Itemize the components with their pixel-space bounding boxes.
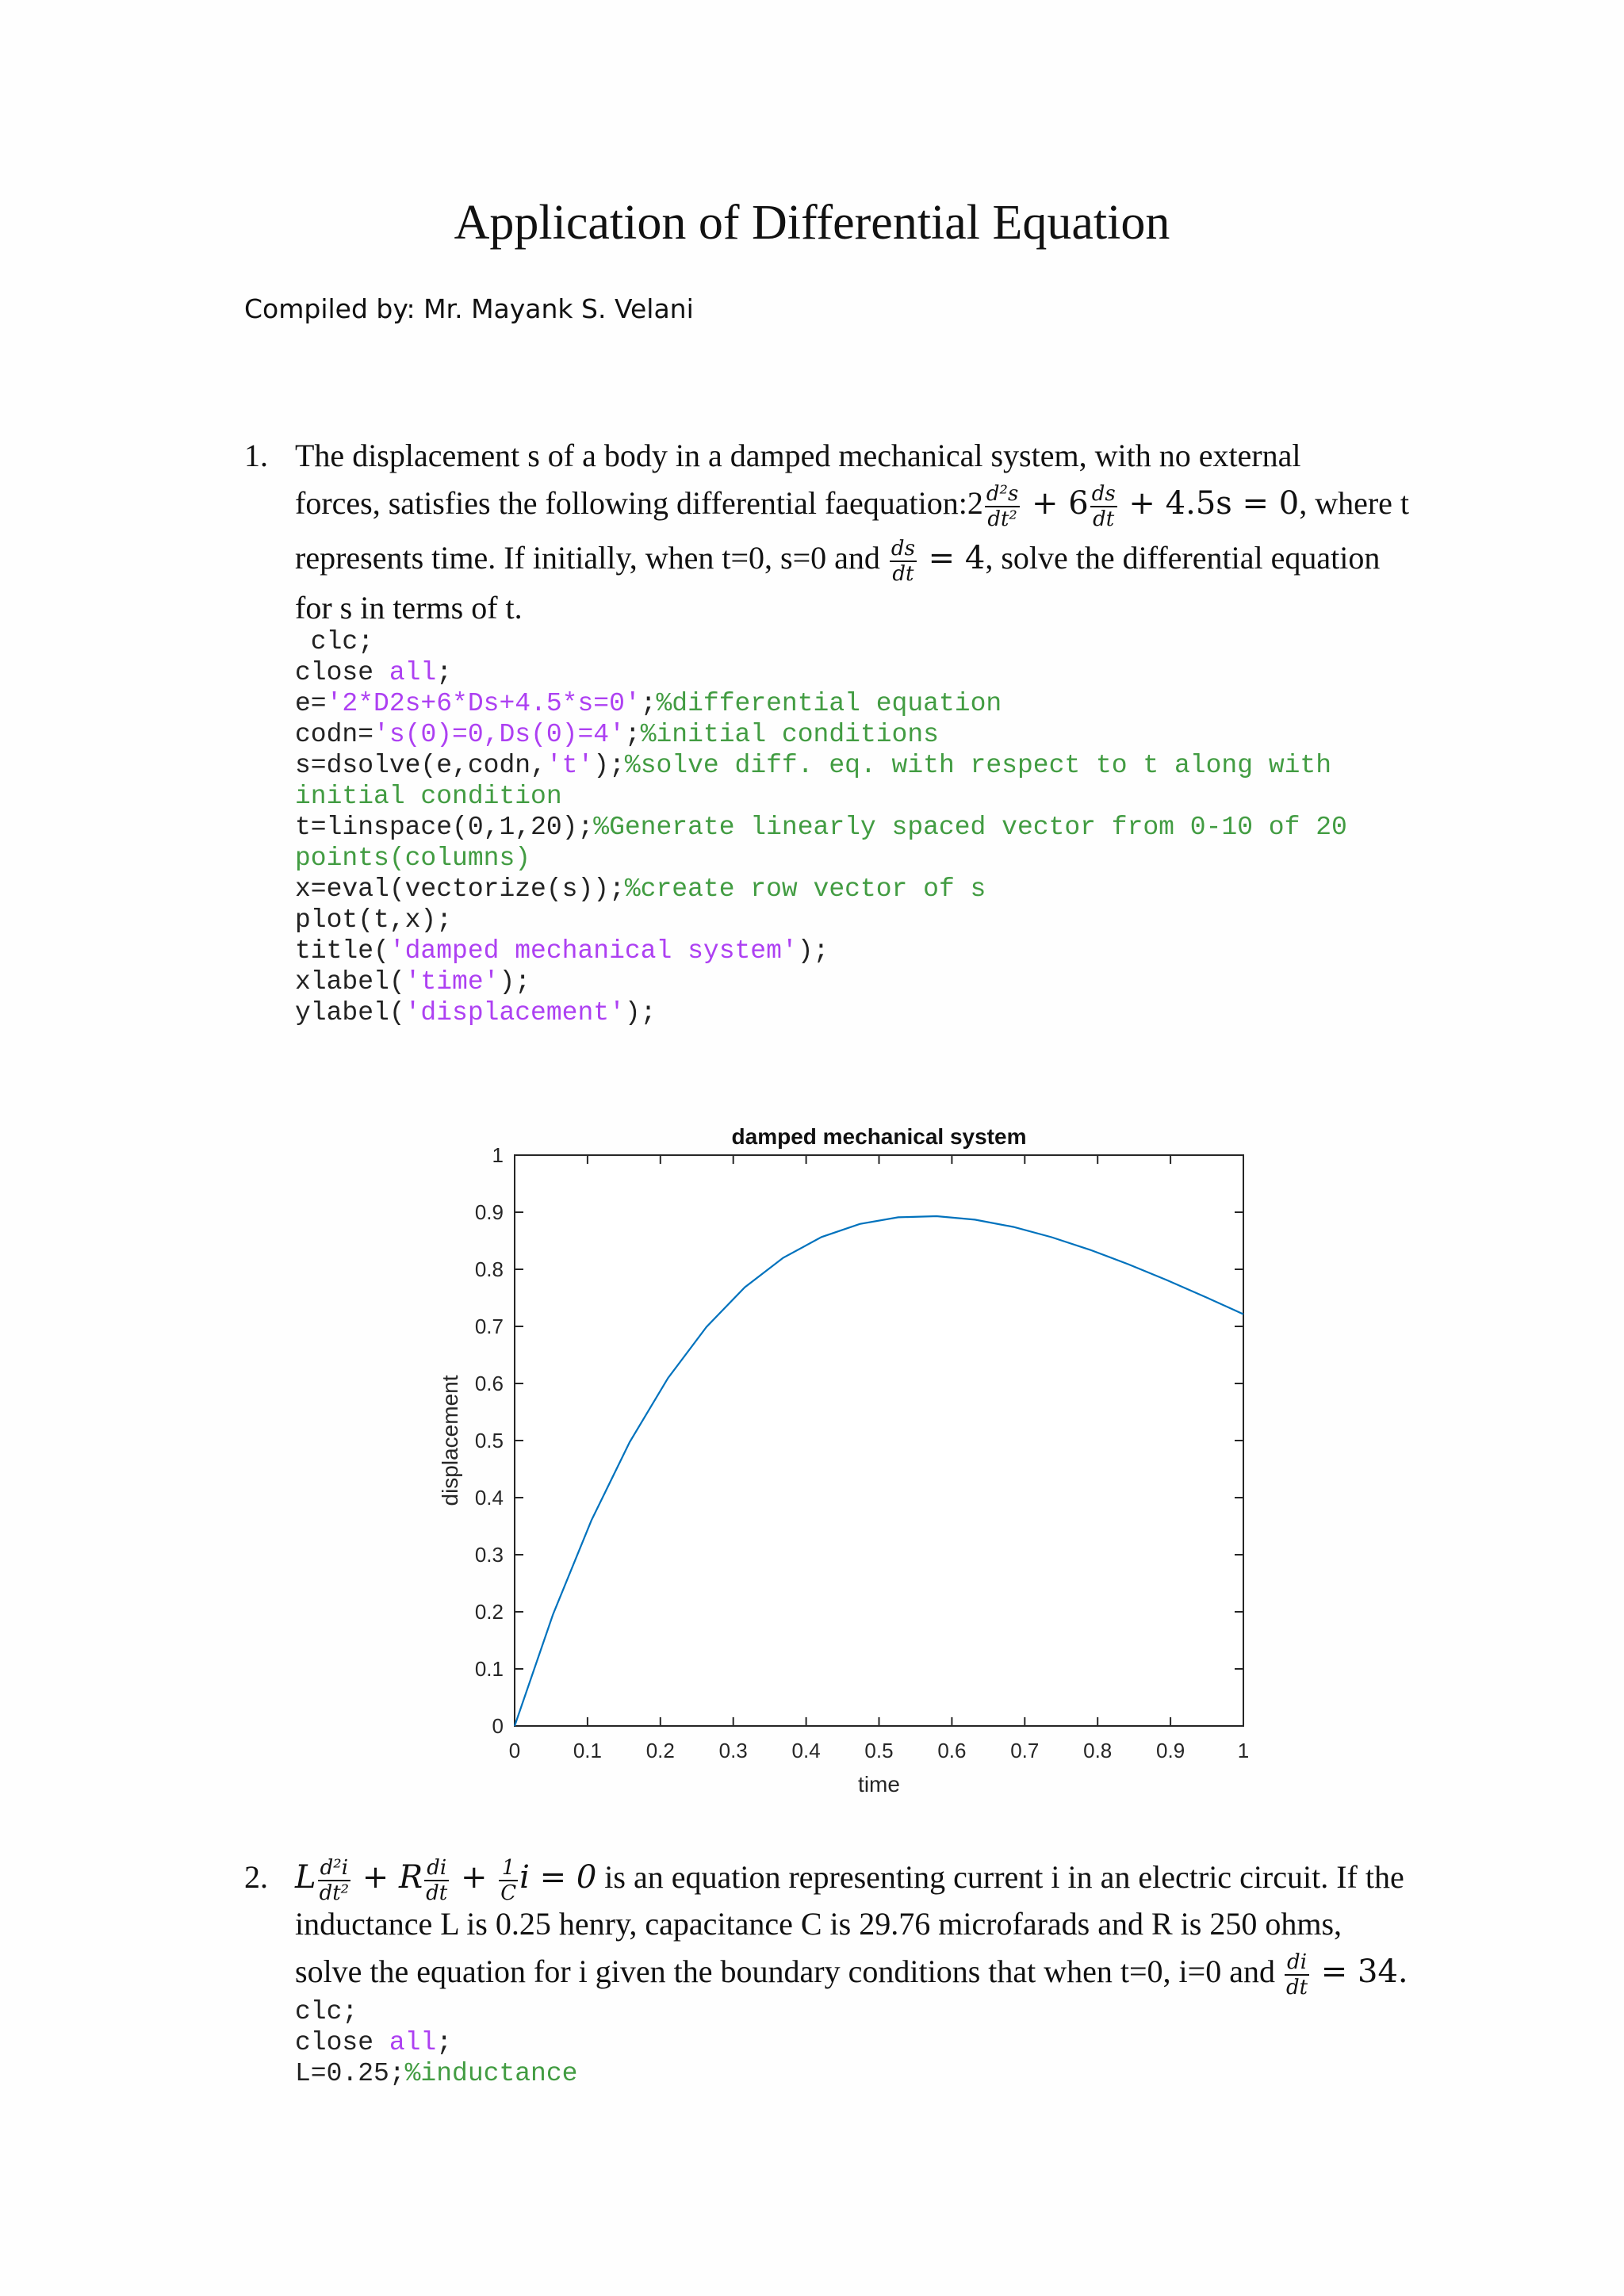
code-token: t=linspace(0,1,20); <box>295 813 594 842</box>
plot-area <box>515 1155 1243 1726</box>
x-tick-label: 0.4 <box>791 1739 821 1762</box>
question-2-number: 2. <box>244 1859 268 1895</box>
y-tick-label: 0.4 <box>474 1486 504 1510</box>
y-tick-label: 0.8 <box>474 1257 504 1281</box>
x-tick-label: 0.5 <box>864 1739 894 1762</box>
q1-where: , where t <box>1299 485 1410 521</box>
q1-line-3-text: represents time. If initially, when t=0, s=0 and <box>295 540 888 576</box>
code-comment: %differential equation <box>656 689 1002 718</box>
fraction-numerator: di <box>424 1856 449 1881</box>
code-token: close <box>295 658 389 687</box>
code-string: 't' <box>546 751 594 780</box>
fraction-numerator: di <box>1285 1950 1309 1976</box>
fraction-denominator: dt² <box>987 507 1017 531</box>
code-keyword: all <box>389 658 437 687</box>
q1-eq4: = 4 <box>917 540 986 576</box>
y-tick-label: 0.7 <box>474 1314 504 1338</box>
x-tick-label: 0 <box>508 1739 521 1762</box>
code-token: ); <box>499 967 531 997</box>
fraction-numerator: ds <box>891 536 915 561</box>
q2-eq34: = 34. <box>1311 1954 1408 1990</box>
code-token: xlabel( <box>295 967 405 997</box>
code-token: x=eval(vectorize(s)); <box>295 874 625 904</box>
y-tick-label: 0.6 <box>474 1372 504 1395</box>
q2-line-3 <box>295 1949 1408 1999</box>
x-tick-label: 0.9 <box>1156 1739 1185 1762</box>
fraction-d2i-dt2 <box>318 1856 351 1905</box>
q1-plus6: + 6 <box>1021 485 1089 522</box>
code-token: ); <box>624 998 657 1027</box>
code-token: codn= <box>295 720 374 749</box>
code-token: ylabel( <box>295 998 405 1027</box>
fraction-numerator: d²s <box>986 481 1019 506</box>
q1-line-1-text: The displacement s of a body in a damped mechanical system, with no external <box>295 438 1301 473</box>
code-string: 's(0)=0,Ds(0)=4' <box>373 720 625 749</box>
q1-line-4-text: for s in terms of t. <box>295 590 523 626</box>
code-comment: initial condition <box>295 782 562 811</box>
fraction-denominator: dt² <box>319 1881 350 1905</box>
code-comment: %Generate linearly spaced vector from 0-10 of 20 <box>593 813 1347 842</box>
q2-line-1-post: is an equation representing current i in an electric circuit. If the <box>596 1859 1404 1895</box>
code-comment: %create row vector of s <box>624 874 986 904</box>
q2-plusR: + R <box>352 1859 423 1896</box>
q2-line-2-text: inductance L is 0.25 henry, capacitance C is 29.76 microfarads and R is 250 ohms, <box>295 1906 1342 1942</box>
y-tick-label: 0.1 <box>474 1657 504 1681</box>
y-tick-label: 0.5 <box>474 1429 504 1452</box>
q2-L: L <box>295 1859 316 1896</box>
x-tick-label: 0.8 <box>1083 1739 1113 1762</box>
q2-line-1 <box>295 1854 1404 1905</box>
code-comment: %initial conditions <box>640 720 939 749</box>
q2-i-eq: i = 0 <box>519 1859 597 1896</box>
code-string: 'displacement' <box>404 998 625 1027</box>
q2-plus: + <box>450 1859 498 1896</box>
x-tick-label: 0.2 <box>645 1739 675 1762</box>
code-token: ; <box>624 720 641 749</box>
chart-title: damped mechanical system <box>731 1124 1027 1149</box>
y-axis-label: displacement <box>438 1375 462 1506</box>
y-tick-label: 0.9 <box>474 1200 504 1224</box>
fraction-di-dt <box>424 1856 449 1905</box>
code-line: plot(t,x); <box>295 905 453 935</box>
y-tick-label: 0.2 <box>474 1600 504 1624</box>
code-token: L=0.25; <box>295 2059 405 2088</box>
fraction-numerator: d²i <box>318 1856 351 1881</box>
code-token: ; <box>436 2028 453 2057</box>
fraction-numerator: ds <box>1091 481 1116 506</box>
q1-line-3-post: , solve the differential equation <box>985 540 1381 576</box>
code-line: clc; <box>295 627 374 656</box>
code-token: ; <box>640 689 657 718</box>
page-title: Application of Differential Equation <box>454 196 1170 250</box>
code-token: e= <box>295 689 327 718</box>
y-tick-label: 0.3 <box>474 1543 504 1567</box>
fraction-denominator: C <box>500 1881 517 1905</box>
question-1-number: 1. <box>244 438 268 473</box>
code-comment: %inductance <box>404 2059 578 2088</box>
code-token: s=dsolve(e,codn, <box>295 751 546 780</box>
fraction-denominator: dt <box>426 1881 448 1905</box>
code-string: 'time' <box>404 967 500 997</box>
code-comment: %solve diff. eq. with respect to t along with <box>624 751 1332 780</box>
code-token: close <box>295 2028 389 2057</box>
code-string: 'damped mechanical system' <box>389 936 798 966</box>
code-line: clc; <box>295 1997 358 2026</box>
byline: Compiled by: Mr. Mayank S. Velani <box>244 293 694 324</box>
q1-eq-tail: + 4.5s = 0 <box>1118 485 1300 522</box>
code-token: ); <box>797 936 829 966</box>
fraction-numerator: 1 <box>499 1856 518 1881</box>
x-tick-label: 0.6 <box>937 1739 967 1762</box>
x-axis-label: time <box>858 1772 900 1797</box>
code-token: title( <box>295 936 389 966</box>
code-token: ; <box>436 658 453 687</box>
fraction-1-C <box>499 1856 518 1905</box>
y-tick-label: 1 <box>492 1143 504 1167</box>
y-tick-label: 0 <box>492 1714 504 1738</box>
fraction-denominator: dt <box>1285 1975 1308 1999</box>
x-tick-label: 0.1 <box>573 1739 602 1762</box>
fraction-di-dt-2 <box>1285 1950 1309 1999</box>
fraction-denominator: dt <box>1093 507 1115 531</box>
q1-line-2-text: forces, satisfies the following differential faequation:2 <box>295 485 983 521</box>
x-tick-label: 0.7 <box>1010 1739 1040 1762</box>
code-token: ); <box>593 751 625 780</box>
q2-line-2 <box>295 1901 1342 1947</box>
code-block-2 <box>295 1996 577 2089</box>
fraction-denominator: dt <box>892 561 914 586</box>
code-comment: points(columns) <box>295 844 531 873</box>
q2-line-3-text: solve the equation for i given the boundary conditions that when t=0, i=0 and <box>295 1954 1283 1989</box>
x-tick-label: 0.3 <box>718 1739 748 1762</box>
code-keyword: all <box>389 2028 437 2057</box>
x-tick-label: 1 <box>1237 1739 1250 1762</box>
code-string: '2*D2s+6*Ds+4.5*s=0' <box>326 689 641 718</box>
